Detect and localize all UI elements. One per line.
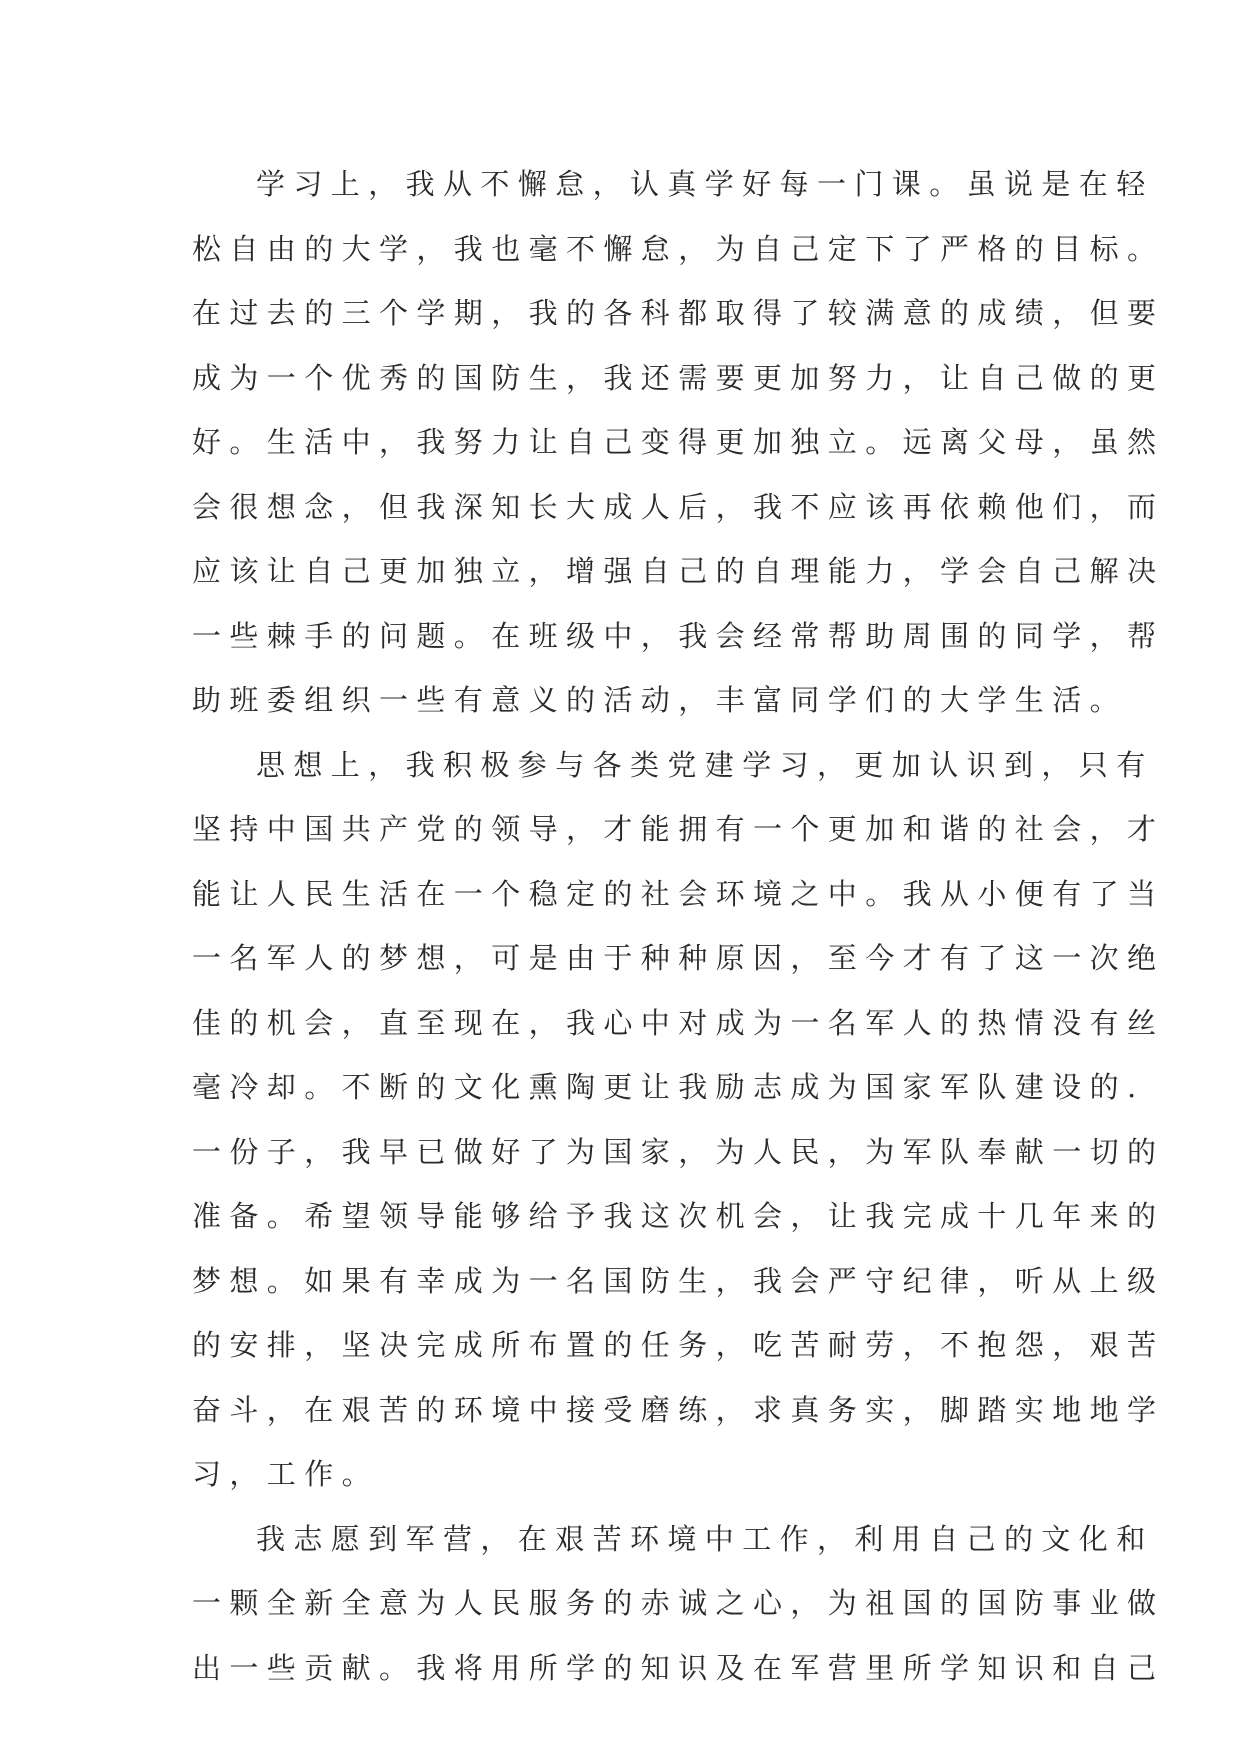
text-line: 一名军人的梦想，可是由于种种原因，至今才有了这一次绝 bbox=[192, 941, 1165, 975]
text-line: 毫冷却。不断的文化熏陶更让我励志成为国家军队建设的. bbox=[192, 1070, 1145, 1104]
document-body bbox=[192, 152, 1165, 1700]
text-line: 我志愿到军营，在艰苦环境中工作，利用自己的文化和 bbox=[256, 1521, 1154, 1556]
text-line: 佳的机会，直至现在，我心中对成为一名军人的热情没有丝 bbox=[192, 1005, 1165, 1040]
text-line: 一颗全新全意为人民服务的赤诚之心，为祖国的国防事业做 bbox=[192, 1586, 1165, 1620]
text-line: 出一些贡献。我将用所学的知识及在军营里所学知识和自己 bbox=[192, 1650, 1165, 1685]
text-line: 准备。希望领导能够给予我这次机会，让我完成十几年来的 bbox=[192, 1199, 1165, 1233]
text-line: 能让人民生活在一个稳定的社会环境之中。我从小便有了当 bbox=[192, 876, 1165, 911]
text-line: 成为一个优秀的国防生，我还需要更加努力，让自己做的更 bbox=[192, 360, 1165, 395]
text-line: 习，工作。 bbox=[192, 1457, 380, 1491]
text-line: 会很想念，但我深知长大成人后，我不应该再依赖他们，而 bbox=[192, 489, 1165, 524]
text-line: 好。生活中，我努力让自己变得更加独立。远离父母，虽然 bbox=[192, 425, 1165, 459]
text-line: 坚持中国共产党的领导，才能拥有一个更加和谐的社会，才 bbox=[192, 812, 1165, 846]
text-line: 在过去的三个学期，我的各科都取得了较满意的成绩，但要 bbox=[192, 296, 1165, 330]
text-line: 奋斗，在艰苦的环境中接受磨练，求真务实，脚踏实地地学 bbox=[192, 1392, 1165, 1427]
text-line: 的安排，坚决完成所布置的任务，吃苦耐劳，不抱怨，艰苦 bbox=[192, 1328, 1165, 1362]
text-line: 松自由的大学，我也毫不懈怠，为自己定下了严格的目标。 bbox=[192, 231, 1165, 266]
text-line: 应该让自己更加独立，增强自己的自理能力，学会自己解决 bbox=[192, 554, 1165, 588]
text-line: 一些棘手的问题。在班级中，我会经常帮助周围的同学，帮 bbox=[192, 618, 1165, 653]
text-line: 一份子，我早已做好了为国家，为人民，为军队奉献一切的 bbox=[192, 1134, 1165, 1169]
text-line: 助班委组织一些有意义的活动，丰富同学们的大学生活。 bbox=[192, 683, 1128, 717]
text-line: 思想上，我积极参与各类党建学习，更加认识到，只有 bbox=[256, 747, 1154, 782]
text-line: 梦想。如果有幸成为一名国防生，我会严守纪律，听从上级 bbox=[192, 1263, 1165, 1298]
text-line: 学习上，我从不懈怠，认真学好每一门课。虽说是在轻 bbox=[256, 167, 1154, 201]
